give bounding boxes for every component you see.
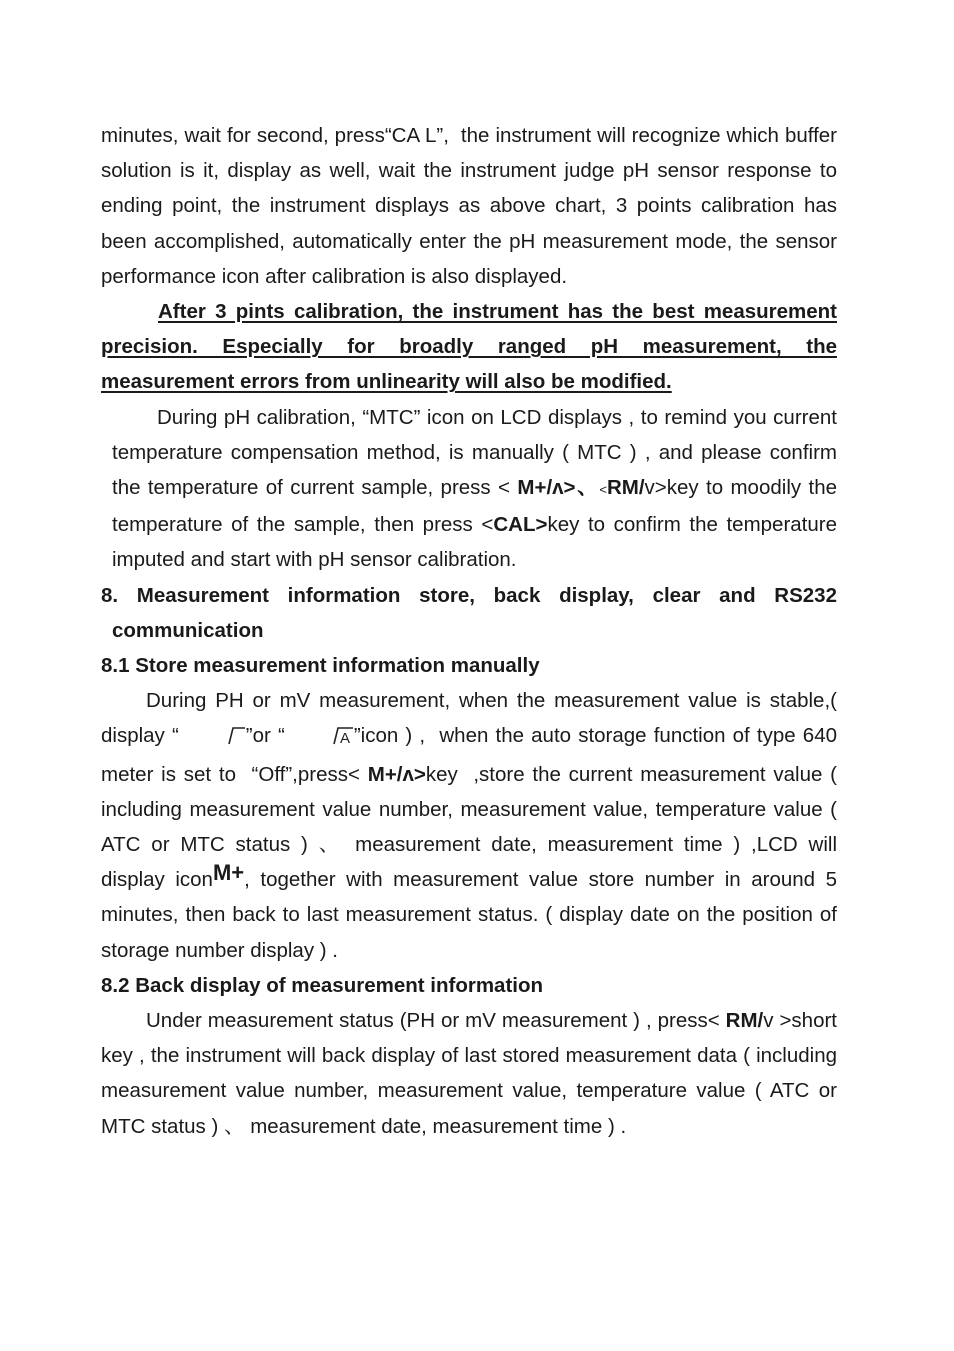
paragraph-mtc: During pH calibration, “MTC” icon on LCD displays , to remind you current temperature compensation method, is manually ( MTC ) , and please confirm the temperature of current sample, press < M+/ʌ>、<RM/v>key to moodily the temperature of the sample, then press <CAL>key to confirm the temperature imputed and start with pH sensor calibration. (112, 405, 837, 572)
memory-plus-icon: M+ (212, 860, 245, 886)
paragraph-calibration-end: minutes, wait for second, press“CA L”, the instrument will recognize which buffer solution is it, display as well, wait the instrument judge pH sensor response to ending point, the instrument displays as above chart, 3 points calibration has been accomplished, automatically enter the pH measurement mode, the sensor performance icon after calibration is also displayed. (101, 124, 837, 288)
key-mplus-up: M+/ʌ>、 (517, 476, 600, 500)
section-heading-8-1: 8.1 Store measurement information manually (101, 654, 540, 678)
key-cal: CAL> (493, 513, 548, 537)
svg-text:A: A (339, 730, 350, 746)
key-rm-down: RM/ (606, 476, 645, 500)
paragraph-mtc-block (101, 400, 837, 578)
document-page (101, 118, 837, 1144)
section-heading-8-2: 8.2 Back display of measurement information (101, 973, 544, 997)
paragraph-calibration-note: After 3 pints calibration, the instrument has the best measurement precision. Especially for broadly ranged pH measurement, the measurement errors from unlinearity will also be modified. (101, 300, 837, 394)
paragraph-store-manual: During PH or mV measurement, when the measurement value is stable,( display “ ”or “ A ”icon ) , when the auto storage function of type 640 meter is set to “Off”,press< M+/ʌ>key ,store the current measurement value ( including measurement value number, measurement value, temperature value ( ATC or MTC status ) 、 measurement date, measurement time ) ,LCD will display iconM+, together with measurement value store number in around 5 minutes, then back to last measurement status. ( display date on the position of storage number display ) . (101, 689, 837, 962)
stable-icon (179, 721, 246, 756)
paragraph-back-display: Under measurement status (PH or mV measurement ) , press< RM/v >short key , the instrument will back display of last stored measurement data ( including measurement value number, measurement value, temperature value ( ATC or MTC status ) 、 measurement date, measurement time ) . (101, 1009, 837, 1138)
key-mplus-up: M+/ʌ> (367, 762, 426, 786)
key-rm-down: RM/ (725, 1009, 764, 1033)
auto-stable-icon (285, 721, 354, 756)
section-heading-8: 8. Measurement information store, back display, clear and RS232 communication (101, 583, 837, 642)
